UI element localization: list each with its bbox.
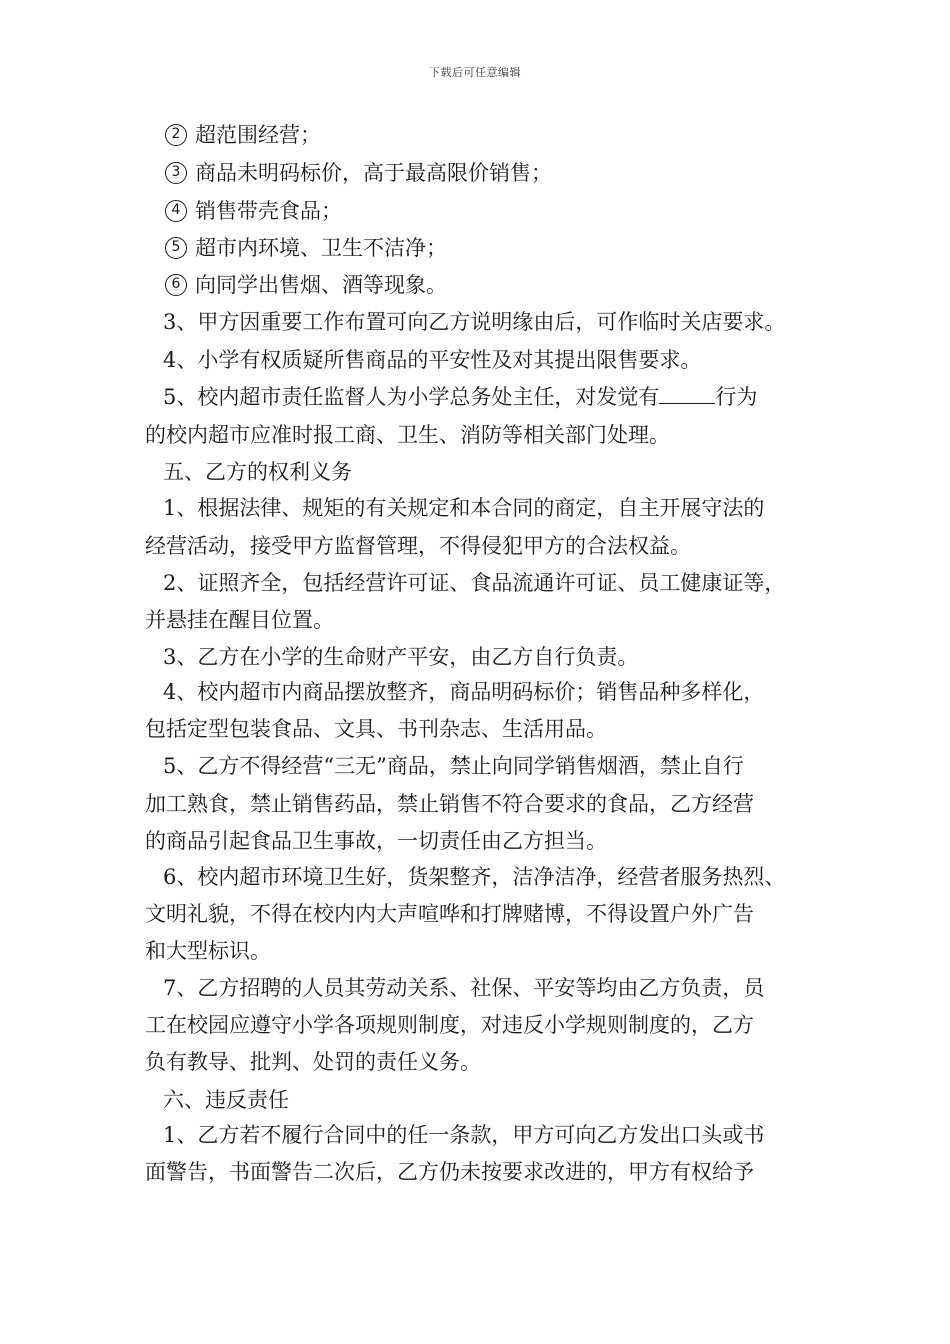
list-item-text: 超市内环境、卫生不洁净； [195, 236, 447, 260]
paragraph-line: 负有教导、批判、处罚的责任义务。 [145, 1050, 481, 1074]
paragraph-line: 3、甲方因重要工作布置可向乙方说明缘由后，可作临时关店要求。 [163, 310, 786, 334]
paragraph-line: 的校内超市应准时报工商、卫生、消防等相关部门处理。 [145, 423, 670, 447]
list-item [165, 270, 845, 300]
circled-number: 3 [165, 162, 187, 184]
list-item-text: 商品未明码标价，高于最高限价销售； [195, 161, 552, 185]
circled-number: 4 [165, 200, 187, 222]
paragraph-text: 5、校内超市责任监督人为小学总务处主任，对发觉有 [163, 385, 660, 409]
paragraph-line: 1、乙方若不履行合同中的任一条款，甲方可向乙方发出口头或书 [163, 1123, 765, 1147]
paragraph-text: 行为 [715, 385, 758, 409]
paragraph-line: 并悬挂在醒目位置。 [145, 608, 334, 632]
circled-number: 5 [165, 237, 187, 259]
paragraph-line: 5、乙方不得经营“三无”商品，禁止向同学销售烟酒，禁止自行 [163, 754, 744, 778]
paragraph-line: 文明礼貌，不得在校内内大声喧哗和打牌赌博，不得设置户外广告 [145, 902, 754, 926]
list-item [165, 120, 845, 150]
list-item-text: 超范围经营； [195, 123, 321, 147]
paragraph-line: 4、小学有权质疑所售商品的平安性及对其提出限售要求。 [163, 348, 702, 372]
paragraph-line: 和大型标识。 [145, 939, 271, 963]
page-header: 下载后可任意编辑 [429, 66, 521, 79]
paragraph-line: 工在校园应遵守小学各项规则制度，对违反小学规则制度的，乙方 [145, 1013, 754, 1037]
paragraph-line: 1、根据法律、规矩的有关规定和本合同的商定，自主开展守法的 [163, 496, 765, 520]
list-item-text: 销售带壳食品； [195, 199, 342, 223]
paragraph-line: 6、校内超市环境卫生好，货架整齐，洁净洁净，经营者服务热烈、 [163, 865, 786, 889]
list-item [165, 196, 845, 226]
paragraph-line: 加工熟食，禁止销售药品，禁止销售不符合要求的食品，乙方经营 [145, 792, 754, 816]
paragraph-line: 经营活动，接受甲方监督管理，不得侵犯甲方的合法权益。 [145, 534, 691, 558]
paragraph-line: 7、乙方招聘的人员其劳动关系、社保、平安等均由乙方负责，员 [163, 976, 765, 1000]
paragraph-line: 的商品引起食品卫生事故，一切责任由乙方担当。 [145, 829, 607, 853]
paragraph-line: 3、乙方在小学的生命财产平安，由乙方自行负责。 [163, 645, 639, 669]
section-heading: 五、乙方的权利义务 [163, 460, 352, 484]
list-item-text: 向同学出售烟、酒等现象。 [195, 273, 447, 297]
paragraph-line: 面警告，书面警告二次后，乙方仍未按要求改进的，甲方有权给予 [145, 1160, 754, 1184]
paragraph-line [163, 382, 843, 412]
fill-blank [659, 385, 715, 404]
list-item [165, 158, 845, 188]
circled-number: 2 [165, 124, 187, 146]
paragraph-line: 4、校内超市内商品摆放整齐，商品明码标价；销售品种多样化， [163, 680, 765, 704]
paragraph-line: 包括定型包装食品、文具、书刊杂志、生活用品。 [145, 717, 607, 741]
list-item [165, 233, 845, 263]
circled-number: 6 [165, 274, 187, 296]
paragraph-line: 2、证照齐全，包括经营许可证、食品流通许可证、员工健康证等， [163, 571, 786, 595]
section-heading: 六、违反责任 [163, 1088, 289, 1112]
